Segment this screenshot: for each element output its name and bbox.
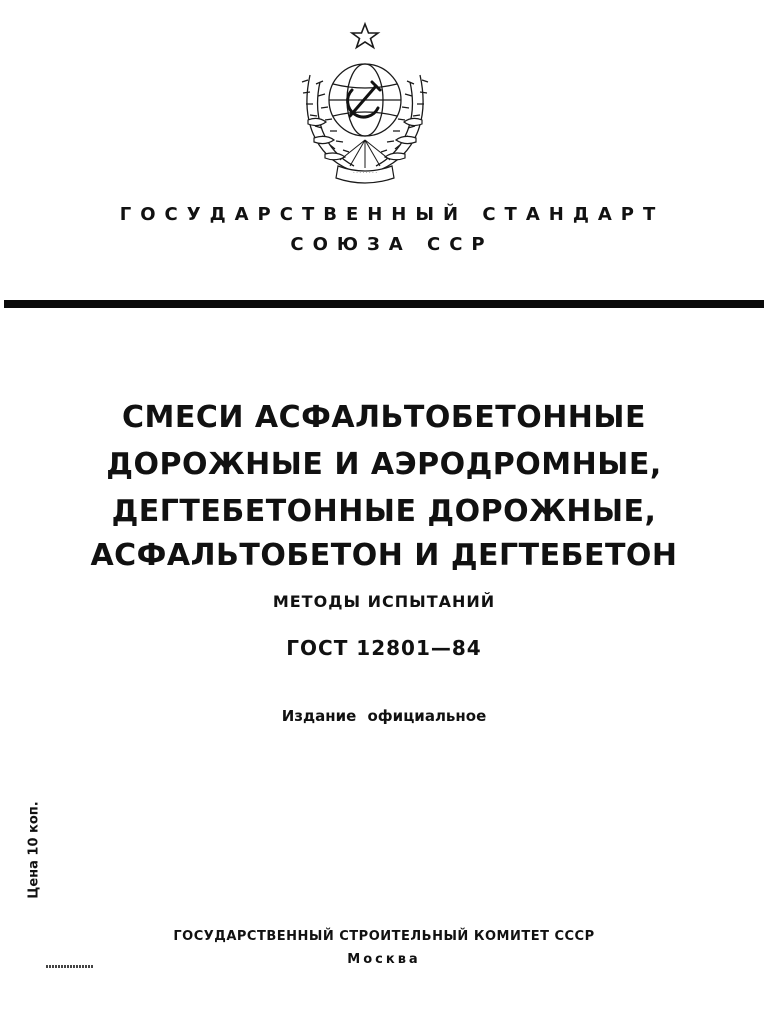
document-title-line1: СМЕСИ АСФАЛЬТОБЕТОННЫЕ <box>121 400 646 435</box>
print-stamp-mark <box>46 965 94 968</box>
org-header-line1: ГОСУДАРСТВЕННЫЙ СТАНДАРТ <box>119 204 665 225</box>
sun-rays-icon <box>340 140 390 168</box>
ussr-emblem-icon <box>280 20 450 190</box>
price-label: Цена 10 коп. <box>26 801 42 899</box>
star-icon <box>352 24 378 48</box>
document-title-line3: ДЕГТЕБЕТОННЫЕ ДОРОЖНЫЕ, <box>111 494 657 529</box>
document-title-line4: АСФАЛЬТОБЕТОН И ДЕГТЕБЕТОН <box>90 538 678 573</box>
gost-number: ГОСТ 12801—84 <box>286 636 482 660</box>
org-header-line2: СОЮЗА ССР <box>290 234 494 255</box>
svg-text:· · · · · · · ·: · · · · · · · · <box>353 170 377 176</box>
document-title-line2: ДОРОЖНЫЕ И АЭРОДРОМНЫЕ, <box>106 447 662 482</box>
document-subtitle: МЕТОДЫ ИСПЫТАНИЙ <box>272 592 496 611</box>
edition-label: Издание официальное <box>281 707 487 725</box>
publisher-name: ГОСУДАРСТВЕННЫЙ СТРОИТЕЛЬНЫЙ КОМИТЕТ СССР <box>173 929 595 944</box>
publisher-city: Москва <box>347 952 421 967</box>
horizontal-rule <box>4 300 764 308</box>
